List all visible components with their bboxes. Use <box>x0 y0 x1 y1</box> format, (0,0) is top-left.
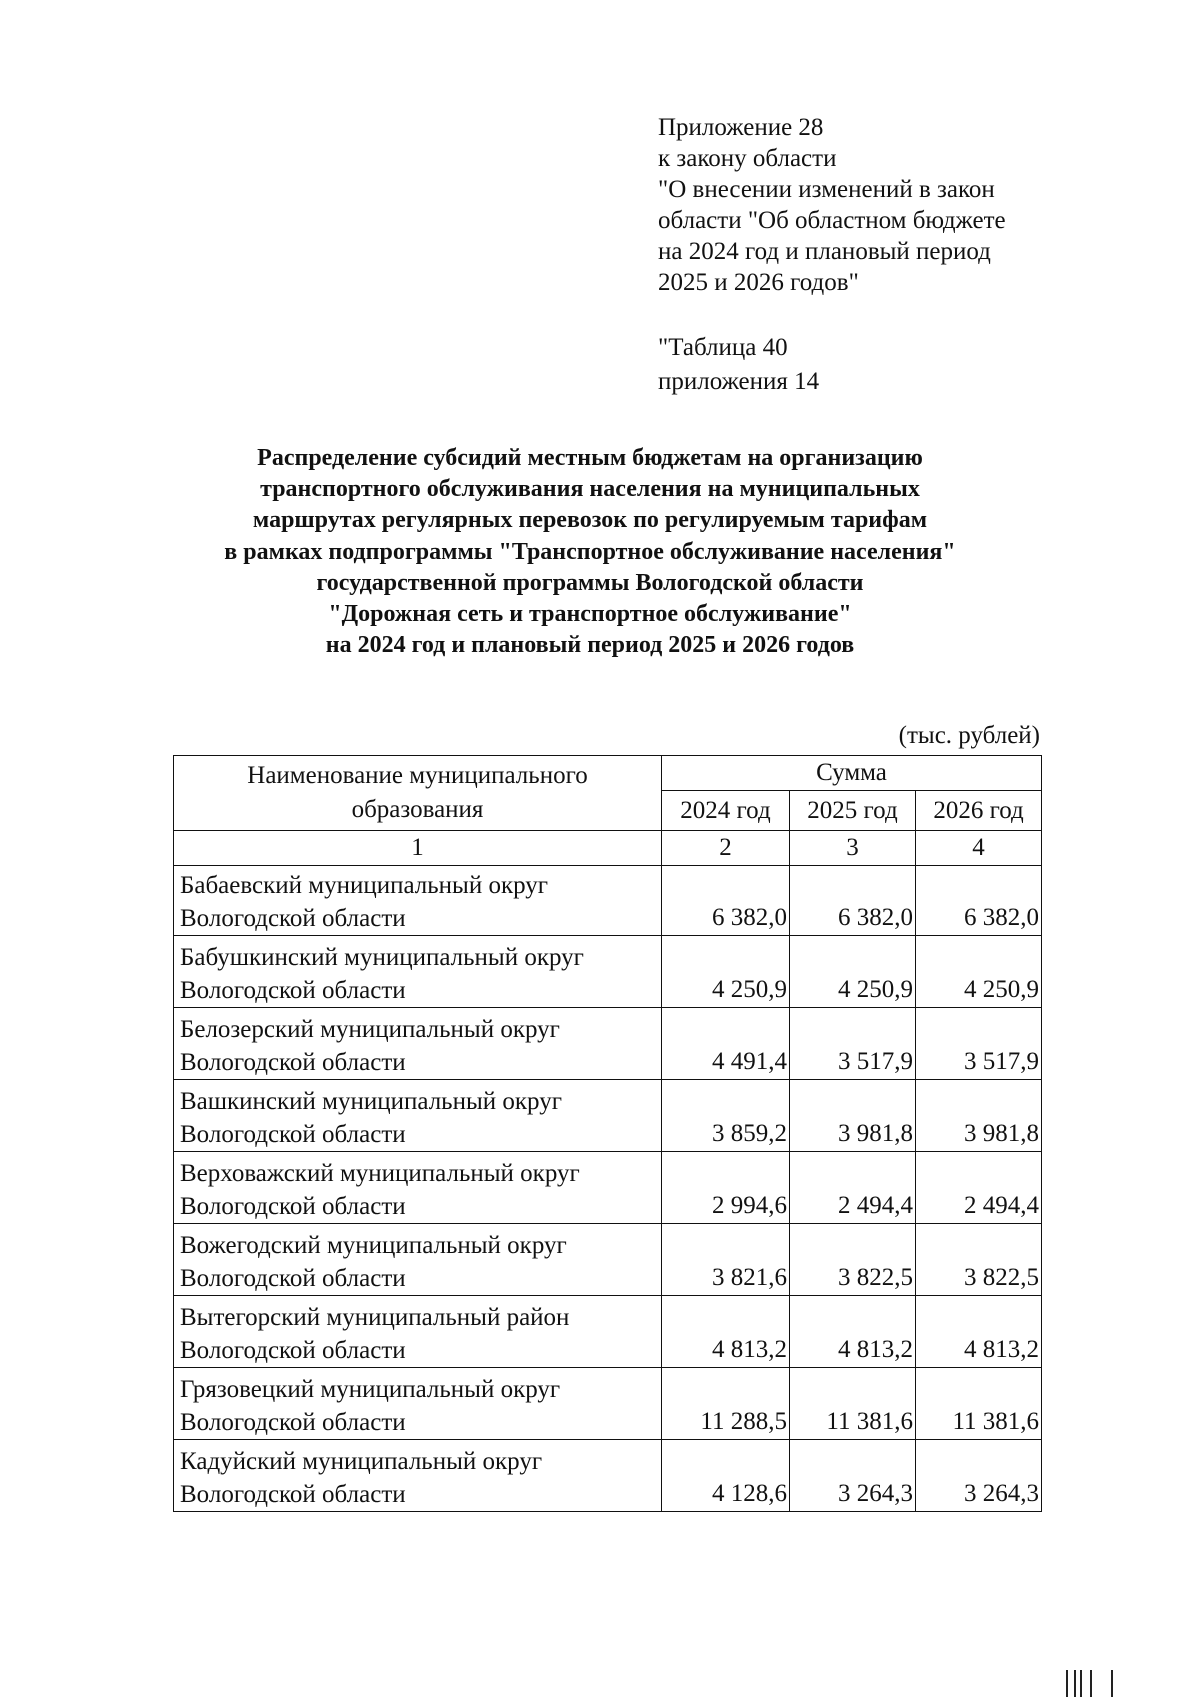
municipality-name <box>174 1152 662 1224</box>
table-row <box>174 1080 1042 1152</box>
municipality-name <box>174 1080 662 1152</box>
column-number: 4 <box>916 831 1042 866</box>
municipality-name-line: Вологодской области <box>180 1481 406 1508</box>
municipality-name-line: Вологодской области <box>180 1193 406 1220</box>
municipality-name-line: Грязовецкий муниципальный округ <box>180 1376 561 1403</box>
amount-2024: 4 128,6 <box>662 1440 790 1512</box>
table-row <box>174 1440 1042 1512</box>
column-number: 1 <box>174 831 662 866</box>
header-year-2024: 2024 год <box>662 791 790 831</box>
amount-2026: 11 381,6 <box>916 1368 1042 1440</box>
amount-2024: 4 491,4 <box>662 1008 790 1080</box>
amount-2024: 3 859,2 <box>662 1080 790 1152</box>
municipality-name <box>174 1008 662 1080</box>
amount-2024: 6 382,0 <box>662 866 790 936</box>
amount-2024: 4 250,9 <box>662 936 790 1008</box>
annex-reference <box>658 112 1078 298</box>
municipality-name <box>174 1368 662 1440</box>
municipality-name-line: Вытегорский муниципальный район <box>180 1304 570 1331</box>
table-ref-line: приложения 14 <box>658 368 820 395</box>
table-row <box>174 1008 1042 1080</box>
amount-2025: 4 250,9 <box>790 936 916 1008</box>
document-title <box>150 443 1030 661</box>
municipality-name <box>174 866 662 936</box>
municipality-name-line: Вологодской области <box>180 1265 406 1292</box>
annex-line: "О внесении изменений в закон <box>658 176 995 203</box>
table-row <box>174 1224 1042 1296</box>
municipality-name-line: Вологодской области <box>180 977 406 1004</box>
title-line: маршрутах регулярных перевозок по регулируемым тарифам <box>252 507 928 534</box>
amount-2026: 3 264,3 <box>916 1440 1042 1512</box>
amount-2026: 3 981,8 <box>916 1080 1042 1152</box>
subsidy-table <box>173 755 1042 1512</box>
municipality-name-line: Вашкинский муниципальный округ <box>180 1088 562 1115</box>
title-line: Распределение субсидий местным бюджетам на организацию <box>257 445 923 471</box>
amount-2024: 3 821,6 <box>662 1224 790 1296</box>
title-line: "Дорожная сеть и транспортное обслуживание" <box>328 601 852 628</box>
amount-2024: 4 813,2 <box>662 1296 790 1368</box>
amount-2024: 11 288,5 <box>662 1368 790 1440</box>
municipality-name-line: Вожегодский муниципальный округ <box>180 1232 567 1259</box>
table-row <box>174 1152 1042 1224</box>
municipality-name-line: Бабаевский муниципальный округ <box>180 872 549 899</box>
municipality-name-line: Бабушкинский муниципальный округ <box>180 944 584 971</box>
amount-2025: 3 264,3 <box>790 1440 916 1512</box>
table-row <box>174 936 1042 1008</box>
municipality-name-line: Вологодской области <box>180 1121 406 1148</box>
municipality-name <box>174 1296 662 1368</box>
title-line: транспортного обслуживания населения на муниципальных <box>260 476 920 503</box>
header-name-line: образования <box>351 796 484 823</box>
amount-2024: 2 994,6 <box>662 1152 790 1224</box>
amount-2026: 3 822,5 <box>916 1224 1042 1296</box>
title-line: государственной программы Вологодской области <box>316 569 864 596</box>
annex-line: к закону области <box>658 145 837 172</box>
amount-2026: 4 813,2 <box>916 1296 1042 1368</box>
page-edge-marks <box>1066 1670 1114 1697</box>
amount-2025: 3 517,9 <box>790 1008 916 1080</box>
municipality-name-line: Кадуйский муниципальный округ <box>180 1448 543 1475</box>
amount-2026: 2 494,4 <box>916 1152 1042 1224</box>
municipality-name-line: Вологодской области <box>180 1337 406 1364</box>
header-year-2025: 2025 год <box>790 791 916 831</box>
table-row <box>174 1296 1042 1368</box>
amount-2025: 2 494,4 <box>790 1152 916 1224</box>
municipality-name-line: Вологодской области <box>180 905 406 932</box>
municipality-name <box>174 936 662 1008</box>
table-body <box>174 866 1042 1512</box>
header-sum: Сумма <box>662 756 1042 791</box>
title-line: в рамках подпрограммы "Транспортное обслуживание населения" <box>224 538 956 565</box>
municipality-name-line: Вологодской области <box>180 1049 406 1076</box>
municipality-name <box>174 1440 662 1512</box>
amount-2025: 11 381,6 <box>790 1368 916 1440</box>
municipality-name-line: Верховажский муниципальный округ <box>180 1160 580 1187</box>
header-year-2026: 2026 год <box>916 791 1042 831</box>
table-reference <box>658 331 819 399</box>
annex-line: 2025 и 2026 годов" <box>658 269 859 296</box>
unit-label: (тыс. рублей) <box>898 722 1040 749</box>
amount-2025: 3 981,8 <box>790 1080 916 1152</box>
municipality-name <box>174 1224 662 1296</box>
header-name-line: Наименование муниципального <box>247 762 588 789</box>
amount-2025: 4 813,2 <box>790 1296 916 1368</box>
amount-2026: 6 382,0 <box>916 866 1042 936</box>
municipality-name-line: Вологодской области <box>180 1409 406 1436</box>
table-row <box>174 866 1042 936</box>
annex-line: Приложение 28 <box>658 114 824 141</box>
amount-2025: 6 382,0 <box>790 866 916 936</box>
table-row <box>174 1368 1042 1440</box>
amount-2026: 4 250,9 <box>916 936 1042 1008</box>
municipality-name-line: Белозерский муниципальный округ <box>180 1016 560 1043</box>
annex-line: на 2024 год и плановый период <box>658 238 991 265</box>
title-line: на 2024 год и плановый период 2025 и 2026 годов <box>325 632 855 659</box>
header-name <box>174 756 662 831</box>
amount-2025: 3 822,5 <box>790 1224 916 1296</box>
column-number: 3 <box>790 831 916 866</box>
amount-2026: 3 517,9 <box>916 1008 1042 1080</box>
annex-line: области "Об областном бюджете <box>658 207 1006 234</box>
table-ref-line: "Таблица 40 <box>658 334 788 361</box>
column-number: 2 <box>662 831 790 866</box>
